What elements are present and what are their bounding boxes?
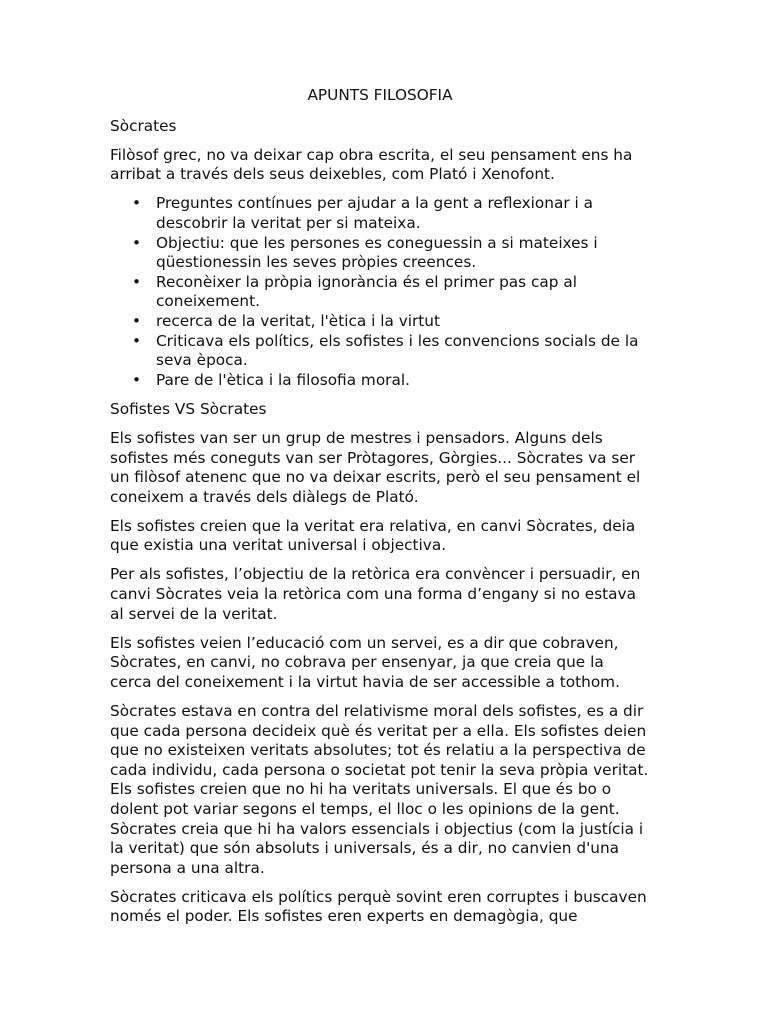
- bullet-icon: •: [132, 194, 142, 213]
- body-paragraph: Els sofistes creien que la veritat era relativa, en canvi Sòcrates, deia que existia una veritat universal i objectiva.: [110, 516, 636, 555]
- list-item: • Preguntes contínues per ajudar a la gent a reflexionar i a descobrir la veritat per si mateixa.: [132, 194, 593, 232]
- bullet-icon: •: [132, 272, 142, 291]
- bullet-icon: •: [132, 331, 142, 350]
- list-item: • Criticava els polítics, els sofistes i les convencions socials de la seva època.: [132, 331, 639, 370]
- body-paragraph: Els sofistes veien l’educació com un servei, es a dir que cobraven, Sòcrates, en canvi, no cobrava per ensenyar, ja que creia que la cerca del coneixement i la virtut havia de ser accessible a tothom.: [110, 633, 620, 691]
- section-heading-socrates: Sòcrates: [110, 116, 177, 135]
- list-item: • Pare de l'ètica i la filosofia moral.: [132, 370, 410, 389]
- body-paragraph: Sòcrates estava en contra del relativisme moral dels sofistes, es a dir que cada persona decideix què és veritat per a ella. Els sofistes deien que no existeixen veritats absolutes; tot és relatiu a la perspectiva de cada individu, cada persona o societat pot tenir la seva pròpia veritat. Els sofistes creien que no hi ha veritats universals. El que és bo o dolent pot variar segons el temps, el lloc o les opinions de la gent. Sòcrates creia que hi ha valors essencials i objectius (com la justícia i la veritat) que són absoluts i universals, és a dir, no canvien d'una persona a una altra.: [110, 702, 649, 877]
- list-item: • Objectiu: que les persones es coneguessin a si mateixes i qüestionessin les seves pròpies creences.: [132, 233, 598, 272]
- bullet-icon: •: [132, 311, 142, 330]
- section-heading-sofistes-vs-socrates: Sofistes VS Sòcrates: [110, 399, 267, 418]
- bullet-icon: •: [132, 370, 142, 389]
- body-paragraph: Sòcrates criticava els polítics perquè sovint eren corruptes i buscaven només el poder. Els sofistes eren experts en demagògia, que: [110, 887, 647, 926]
- list-item: • recerca de la veritat, l'ètica i la virtut: [132, 311, 440, 330]
- list-item: • Reconèixer la pròpia ignorància és el primer pas cap al coneixement.: [132, 272, 577, 311]
- document-page: [110, 86, 650, 937]
- bullet-icon: •: [132, 233, 142, 252]
- body-paragraph: Per als sofistes, l’objectiu de la retòrica era convèncer i persuadir, en canvi Sòcrates veia la retòrica com una forma d’engany si no estava al servei de la veritat.: [110, 565, 641, 623]
- socrates-bullet-list: [110, 194, 650, 390]
- intro-paragraph: Filòsof grec, no va deixar cap obra escrita, el seu pensament ens ha arribat a través dels seus deixebles, com Plató i Xenofont.: [110, 145, 633, 184]
- document-title: APUNTS FILOSOFIA: [307, 86, 453, 104]
- body-paragraph: Els sofistes van ser un grup de mestres i pensadors. Alguns dels sofistes més coneguts van ser Pròtagores, Gòrgies... Sòcrates va ser un filòsof atenenc que no va deixar escrits, però el seu pensament el coneixem a través dels diàlegs de Plató.: [110, 428, 641, 506]
